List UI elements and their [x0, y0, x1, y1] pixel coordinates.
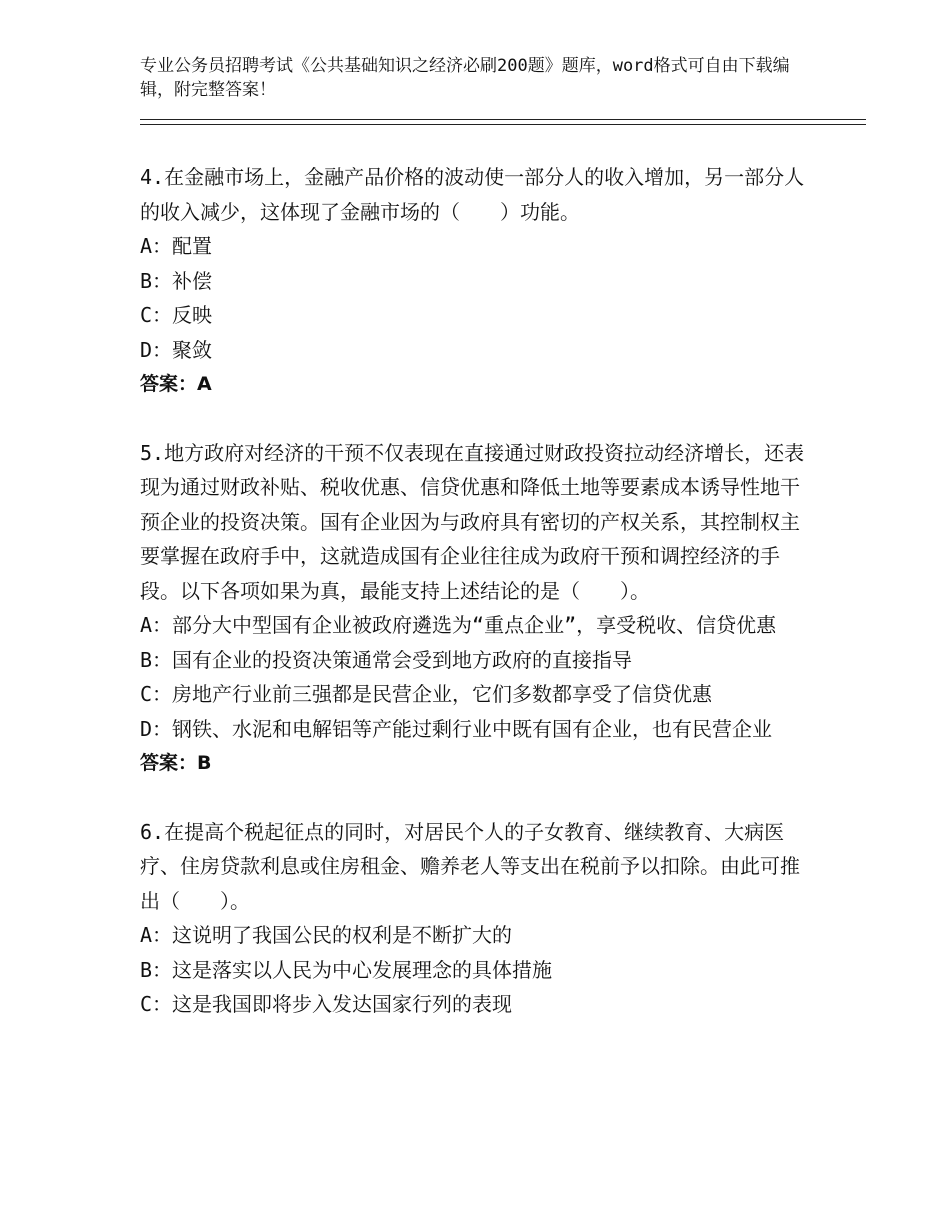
question-4 [140, 160, 812, 402]
option-a: A：这说明了我国公民的权利是不断扩大的 [140, 923, 513, 947]
question-6 [140, 815, 812, 1022]
option-a: A：配置 [140, 234, 213, 258]
question-stem: 6.在提高个税起征点的同时，对居民个人的子女教育、继续教育、大病医疗、住房贷款利息或住房租金、赡养老人等支出在税前予以扣除。由此可推出（ ）。 [140, 819, 800, 913]
option-b: B：国有企业的投资决策通常会受到地方政府的直接指导 [140, 647, 633, 672]
option-a: A：部分大中型国有企业被政府遴选为“重点企业”，享受税收、信贷优惠 [140, 613, 777, 637]
answer-label: 答案：B [140, 752, 212, 774]
option-d: D：聚敛 [140, 337, 213, 362]
option-c: C：反映 [140, 303, 213, 327]
header-divider [140, 119, 866, 125]
document-header: 专业公务员招聘考试《公共基础知识之经济必刷200题》题库，word格式可自由下载编辑，附完整答案！ [140, 56, 790, 100]
question-stem: 5.地方政府对经济的干预不仅表现在直接通过财政投资拉动经济增长，还表现为通过财政补贴、税收优惠、信贷优惠和降低土地等要素成本诱导性地干预企业的投资决策。国有企业因为与政府具有密切的产权关系，其控制权主要掌握在政府手中，这就造成国有企业往往成为政府干预和调控经济的手段。以下各项如果为真，最能支持上述结论的是（ ）。 [140, 440, 805, 603]
answer-label: 答案：A [140, 373, 212, 395]
option-c: C：房地产行业前三强都是民营企业，它们多数都享受了信贷优惠 [140, 682, 713, 706]
option-c: C：这是我国即将步入发达国家行列的表现 [140, 992, 513, 1016]
question-5 [140, 436, 812, 781]
question-list [140, 160, 812, 1056]
option-b: B：这是落实以人民为中心发展理念的具体措施 [140, 957, 553, 982]
option-d: D：钢铁、水泥和电解铝等产能过剩行业中既有国有企业，也有民营企业 [140, 716, 773, 741]
option-b: B：补偿 [140, 268, 213, 293]
question-stem: 4.在金融市场上，金融产品价格的波动使一部分人的收入增加，另一部分人的收入减少，这体现了金融市场的（ ）功能。 [140, 165, 805, 224]
